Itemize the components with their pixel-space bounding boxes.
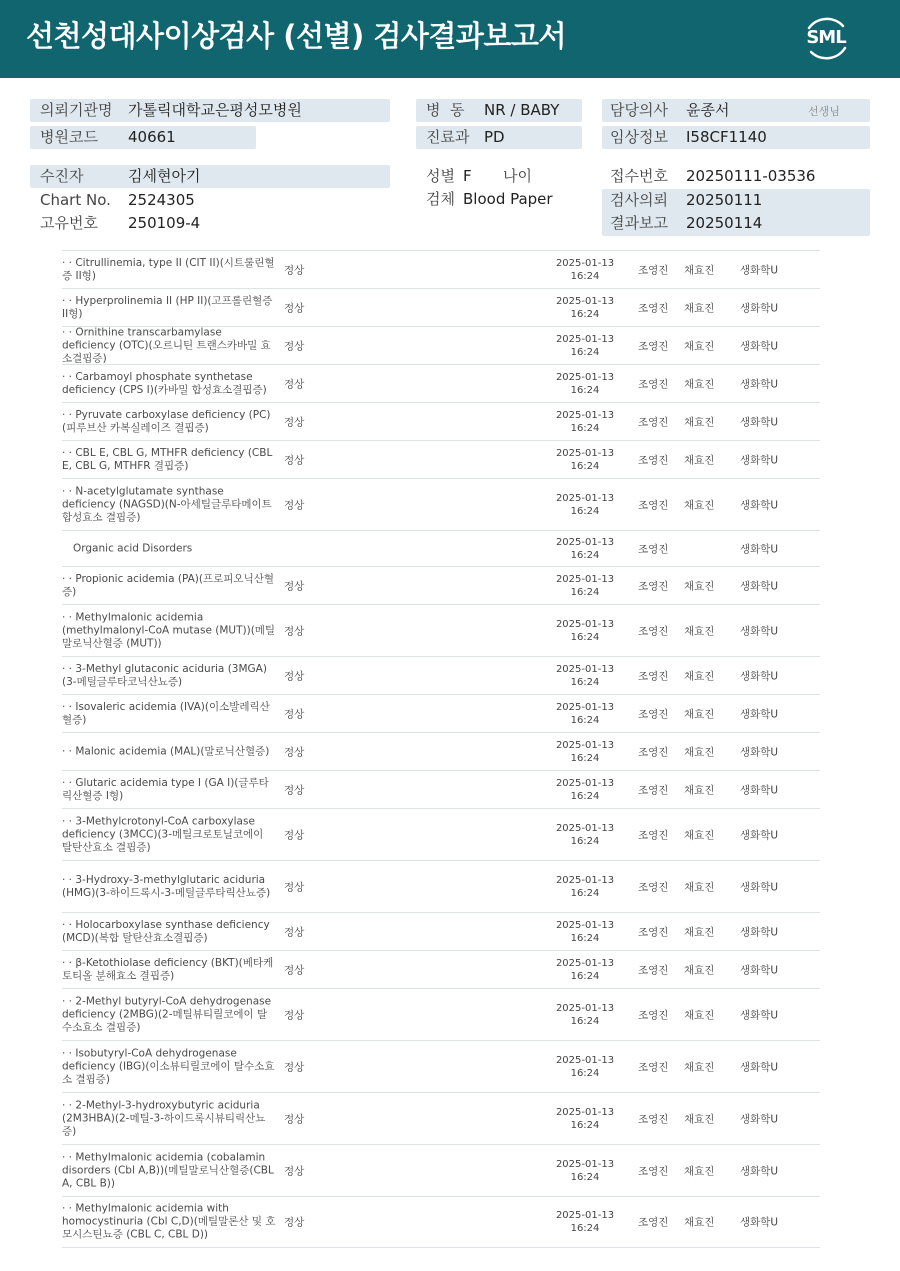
verifier-name: 채효진 [684, 499, 715, 511]
examiner-name: 조영진 [638, 829, 669, 841]
result-value: 정상 [284, 580, 305, 592]
department-name: 생화학U [740, 543, 779, 555]
verifier-name: 채효진 [684, 926, 715, 938]
verifier-name: 채효진 [684, 264, 715, 276]
logo-text: SML [806, 27, 846, 48]
result-time: 16:24 [570, 586, 600, 598]
result-date: 2025-01-13 [555, 492, 615, 504]
result-time: 16:24 [570, 1119, 600, 1131]
examiner-name: 조영진 [638, 543, 669, 555]
examiner-name: 조영진 [638, 625, 669, 637]
sex-value: F [463, 167, 472, 185]
result-date: 2025-01-13 [555, 409, 615, 421]
uid-label: 고유번호 [40, 214, 98, 232]
result-datetime [540, 919, 630, 945]
table-row [62, 1144, 820, 1196]
examiner-name: 조영진 [638, 454, 669, 466]
result-date: 2025-01-13 [555, 1054, 615, 1066]
result-value: 정상 [284, 1061, 305, 1073]
request-value: 20250111 [686, 191, 763, 209]
result-date: 2025-01-13 [555, 257, 615, 269]
verifier-name: 채효진 [684, 378, 715, 390]
result-date: 2025-01-13 [555, 739, 615, 751]
result-time: 16:24 [570, 346, 600, 358]
verifier-name: 채효진 [684, 670, 715, 682]
receipt-label: 접수번호 [610, 167, 668, 185]
dept-value: PD [484, 128, 505, 146]
result-value: 정상 [284, 708, 305, 720]
result-datetime [540, 1106, 630, 1132]
result-date: 2025-01-13 [555, 618, 615, 630]
sml-logo [799, 12, 853, 66]
specimen-value: Blood Paper [463, 190, 553, 208]
result-datetime [540, 333, 630, 359]
examiner-name: 조영진 [638, 746, 669, 758]
department-name: 생화학U [740, 264, 779, 276]
examiner-name: 조영진 [638, 302, 669, 314]
table-row [62, 694, 820, 732]
verifier-name: 채효진 [684, 746, 715, 758]
department-name: 생화학U [740, 708, 779, 720]
result-datetime [540, 822, 630, 848]
hospital-code-value: 40661 [128, 128, 176, 146]
result-datetime [540, 701, 630, 727]
examiner-name: 조영진 [638, 1113, 669, 1125]
examiner-name: 조영진 [638, 1216, 669, 1229]
test-name: · · Glutaric acidemia type I (GA I)(글루타릭산혈증 I형) [62, 776, 269, 802]
result-time: 16:24 [570, 887, 600, 899]
verifier-name: 채효진 [684, 1165, 715, 1177]
department-name: 생화학U [740, 964, 779, 976]
result-datetime [540, 663, 630, 689]
table-row [62, 604, 820, 656]
uid-value: 250109-4 [128, 214, 201, 232]
examiner-name: 조영진 [638, 784, 669, 796]
test-name: · · Isobutyryl-CoA dehydrogenase deficiency (IBG)(이소뷰티릴코에이 탈수소효소 결핍증) [62, 1047, 275, 1085]
patient-value: 김세현아기 [128, 167, 201, 185]
result-value: 정상 [284, 416, 305, 428]
test-name: · · Propionic acidemia (PA)(프로피오닉산혈증) [62, 572, 274, 598]
table-row [62, 364, 820, 402]
result-time: 16:24 [570, 1171, 600, 1183]
test-name: · · Carbamoyl phosphate synthetase deficiency (CPS I)(카바밀 합성효소결핍증) [62, 370, 267, 396]
department-name: 생화학U [740, 829, 779, 841]
result-value: 정상 [284, 926, 305, 938]
result-time: 16:24 [570, 676, 600, 688]
result-value: 정상 [284, 1216, 305, 1229]
examiner-name: 조영진 [638, 881, 669, 893]
clinical-value: I58CF1140 [686, 128, 767, 146]
result-time: 16:24 [570, 1015, 600, 1027]
result-date: 2025-01-13 [555, 536, 615, 548]
test-name: · · Methylmalonic acidemia (methylmalonyl-CoA mutase (MUT))(메틸말로닉산혈증 (MUT)) [62, 611, 276, 649]
result-time: 16:24 [570, 1223, 600, 1234]
verifier-name: 채효진 [684, 1113, 715, 1125]
result-value: 정상 [284, 670, 305, 682]
institution-value: 가톨릭대학교은평성모병원 [128, 101, 302, 119]
test-name: · · 3-Methylcrotonyl-CoA carboxylase deficiency (3MCC)(3-메틸크로토닐코에이 탈탄산효소 결핍증) [62, 815, 264, 853]
result-datetime [540, 447, 630, 473]
verifier-name: 채효진 [684, 1216, 715, 1229]
test-name: · · Hyperprolinemia II (HP II)(고프롤린혈증 II형) [62, 294, 273, 320]
doctor-label: 담당의사 [610, 101, 668, 119]
table-row [62, 770, 820, 808]
test-name: · · Holocarboxylase synthase deficiency (MCD)(복합 탈탄산효소결핍증) [62, 918, 270, 944]
category-row [62, 530, 820, 566]
result-datetime [540, 536, 630, 562]
result-datetime [540, 618, 630, 644]
test-name: · · β-Ketothiolase deficiency (BKT)(베타케토티올 분해효소 결핍증) [62, 956, 274, 982]
result-date: 2025-01-13 [555, 1210, 615, 1221]
result-time: 16:24 [570, 384, 600, 396]
department-name: 생화학U [740, 378, 779, 390]
report-title: 선천성대사이상검사 (선별) 검사결과보고서 [26, 19, 566, 53]
specimen-label: 검체 [426, 190, 455, 208]
result-value: 정상 [284, 378, 305, 390]
result-value: 정상 [284, 881, 305, 893]
test-name: · · 2-Methyl-3-hydroxybutyric aciduria (2M3HBA)(2-메틸-3-하이드록시뷰티릭산뇨증) [62, 1099, 266, 1137]
result-value: 정상 [284, 625, 305, 637]
result-datetime [540, 371, 630, 397]
table-row [62, 912, 820, 950]
verifier-name: 채효진 [684, 454, 715, 466]
table-row [62, 566, 820, 604]
results-table [62, 250, 820, 1248]
receipt-value: 20250111-03536 [686, 167, 816, 185]
examiner-name: 조영진 [638, 1061, 669, 1073]
examiner-name: 조영진 [638, 378, 669, 390]
test-name: · · Ornithine transcarbamylase deficiency (OTC)(오르니틴 트랜스카바밀 효소결핍증) [62, 326, 271, 364]
department-name: 생화학U [740, 454, 779, 466]
test-name: · · N-acetylglutamate synthase deficiency (NAGSD)(N-아세틸글루타메이트 합성효소 결핍증) [62, 485, 272, 523]
department-name: 생화학U [740, 625, 779, 637]
result-datetime [540, 573, 630, 599]
result-value: 정상 [284, 1009, 305, 1021]
result-time: 16:24 [570, 790, 600, 802]
result-datetime [540, 1158, 630, 1184]
test-name: · · Pyruvate carboxylase deficiency (PC)(피루브산 카복실레이즈 결핍증) [62, 408, 271, 434]
examiner-name: 조영진 [638, 926, 669, 938]
verifier-name: 채효진 [684, 1061, 715, 1073]
result-time: 16:24 [570, 505, 600, 517]
result-datetime [540, 409, 630, 435]
patient-field [30, 165, 390, 188]
table-row [62, 250, 820, 288]
chart-value: 2524305 [128, 191, 195, 209]
result-date: 2025-01-13 [555, 573, 615, 585]
examiner-name: 조영진 [638, 1165, 669, 1177]
test-name: · · CBL E, CBL G, MTHFR deficiency (CBL E, CBL G, MTHFR 결핍증) [62, 446, 273, 472]
hospital-code-label: 병원코드 [40, 128, 98, 146]
result-date: 2025-01-13 [555, 1158, 615, 1170]
result-datetime [540, 1209, 630, 1235]
result-value: 정상 [284, 1113, 305, 1125]
result-date: 2025-01-13 [555, 371, 615, 383]
result-date: 2025-01-13 [555, 333, 615, 345]
result-value: 정상 [284, 264, 305, 276]
age-label: 나이 [503, 167, 532, 185]
examiner-name: 조영진 [638, 499, 669, 511]
test-name: · · 2-Methyl butyryl-CoA dehydrogenase deficiency (2MBG)(2-메틸뷰티릴코에이 탈수소효소 결핍증) [62, 995, 272, 1033]
department-name: 생화학U [740, 926, 779, 938]
table-row [62, 988, 820, 1040]
verifier-name: 채효진 [684, 708, 715, 720]
clinical-label: 임상정보 [610, 128, 668, 146]
institution-label: 의뢰기관명 [40, 101, 113, 119]
department-name: 생화학U [740, 881, 779, 893]
report-header [0, 0, 900, 78]
verifier-name: 채효진 [684, 625, 715, 637]
result-time: 16:24 [570, 422, 600, 434]
department-name: 생화학U [740, 340, 779, 352]
dept-label: 진료과 [426, 128, 470, 146]
test-name: · · Methylmalonic acidemia (cobalamin disorders (Cbl A,B))(메틸말로닉산혈증(CBL A, CBL B)) [62, 1151, 274, 1189]
result-time: 16:24 [570, 970, 600, 982]
department-name: 생화학U [740, 1216, 779, 1229]
result-date: 2025-01-13 [555, 777, 615, 789]
verifier-name: 채효진 [684, 340, 715, 352]
department-name: 생화학U [740, 499, 779, 511]
result-time: 16:24 [570, 714, 600, 726]
table-row [62, 288, 820, 326]
result-datetime [540, 739, 630, 765]
doctor-suffix: 선생님 [808, 105, 840, 118]
result-datetime [540, 957, 630, 983]
result-date: 2025-01-13 [555, 663, 615, 675]
test-name: · · Malonic acidemia (MAL)(말로닉산혈증) [62, 745, 270, 757]
result-date: 2025-01-13 [555, 919, 615, 931]
report-label: 결과보고 [610, 214, 668, 232]
examiner-name: 조영진 [638, 416, 669, 428]
sex-label: 성별 [426, 167, 455, 185]
test-name: · · Methylmalonic acidemia with homocystinuria (Cbl C,D)(메틸말론산 및 호모시스틴뇨증 (CBL C, CBL D)) [62, 1202, 276, 1241]
request-label: 검사의뢰 [610, 191, 668, 209]
result-datetime [540, 295, 630, 321]
table-row [62, 402, 820, 440]
table-row [62, 440, 820, 478]
result-value: 정상 [284, 499, 305, 511]
verifier-name: 채효진 [684, 829, 715, 841]
patient-label: 수진자 [40, 167, 84, 185]
result-time: 16:24 [570, 752, 600, 764]
chart-label: Chart No. [40, 191, 111, 209]
department-name: 생화학U [740, 1061, 779, 1073]
result-value: 정상 [284, 454, 305, 466]
department-name: 생화학U [740, 746, 779, 758]
result-datetime [540, 492, 630, 518]
test-name: · · 3-Methyl glutaconic aciduria (3MGA)(3-메틸글루타코닉산뇨증) [62, 662, 267, 688]
result-date: 2025-01-13 [555, 447, 615, 459]
table-row [62, 860, 820, 912]
result-datetime [540, 1002, 630, 1028]
examiner-name: 조영진 [638, 580, 669, 592]
table-row [62, 1196, 820, 1248]
result-time: 16:24 [570, 270, 600, 282]
department-name: 생화학U [740, 416, 779, 428]
result-time: 16:24 [570, 549, 600, 561]
result-date: 2025-01-13 [555, 874, 615, 886]
verifier-name: 채효진 [684, 1009, 715, 1021]
table-row [62, 732, 820, 770]
table-row [62, 1040, 820, 1092]
table-row [62, 950, 820, 988]
verifier-name: 채효진 [684, 964, 715, 976]
doctor-value: 윤종서 [686, 101, 730, 119]
table-row [62, 656, 820, 694]
result-datetime [540, 777, 630, 803]
result-time: 16:24 [570, 631, 600, 643]
department-name: 생화학U [740, 1113, 779, 1125]
test-name: · · Isovaleric acidemia (IVA)(이소발레릭산혈증) [62, 700, 270, 726]
department-name: 생화학U [740, 1009, 779, 1021]
report-value: 20250114 [686, 214, 763, 232]
result-datetime [540, 874, 630, 900]
result-value: 정상 [284, 746, 305, 758]
department-name: 생화학U [740, 784, 779, 796]
result-date: 2025-01-13 [555, 701, 615, 713]
department-name: 생화학U [740, 580, 779, 592]
test-name: · · 3-Hydroxy-3-methylglutaric aciduria (HMG)(3-하이드록시-3-메틸글루타릭산뇨증) [62, 873, 271, 899]
verifier-name: 채효진 [684, 881, 715, 893]
verifier-name: 채효진 [684, 784, 715, 796]
result-value: 정상 [284, 964, 305, 976]
result-time: 16:24 [570, 308, 600, 320]
department-name: 생화학U [740, 302, 779, 314]
result-time: 16:24 [570, 1067, 600, 1079]
verifier-name: 채효진 [684, 416, 715, 428]
table-row [62, 1092, 820, 1144]
result-value: 정상 [284, 340, 305, 352]
result-date: 2025-01-13 [555, 295, 615, 307]
result-time: 16:24 [570, 835, 600, 847]
examiner-name: 조영진 [638, 1009, 669, 1021]
result-date: 2025-01-13 [555, 957, 615, 969]
result-time: 16:24 [570, 460, 600, 472]
examiner-name: 조영진 [638, 708, 669, 720]
verifier-name: 채효진 [684, 580, 715, 592]
examiner-name: 조영진 [638, 670, 669, 682]
department-name: 생화학U [740, 1165, 779, 1177]
result-value: 정상 [284, 302, 305, 314]
table-row [62, 808, 820, 860]
department-name: 생화학U [740, 670, 779, 682]
ward-value: NR / BABY [484, 101, 560, 119]
result-date: 2025-01-13 [555, 822, 615, 834]
table-row [62, 326, 820, 364]
examiner-name: 조영진 [638, 964, 669, 976]
verifier-name: 채효진 [684, 302, 715, 314]
result-time: 16:24 [570, 932, 600, 944]
test-name: · · Citrullinemia, type II (CIT II)(시트룰린혈증 II형) [62, 256, 275, 282]
ward-label: 병 동 [426, 101, 465, 119]
test-name: Organic acid Disorders [73, 542, 193, 554]
examiner-name: 조영진 [638, 264, 669, 276]
examiner-name: 조영진 [638, 340, 669, 352]
result-date: 2025-01-13 [555, 1002, 615, 1014]
result-value: 정상 [284, 784, 305, 796]
result-datetime [540, 257, 630, 283]
result-value: 정상 [284, 829, 305, 841]
result-date: 2025-01-13 [555, 1106, 615, 1118]
result-datetime [540, 1054, 630, 1080]
table-row [62, 478, 820, 530]
result-value: 정상 [284, 1165, 305, 1177]
